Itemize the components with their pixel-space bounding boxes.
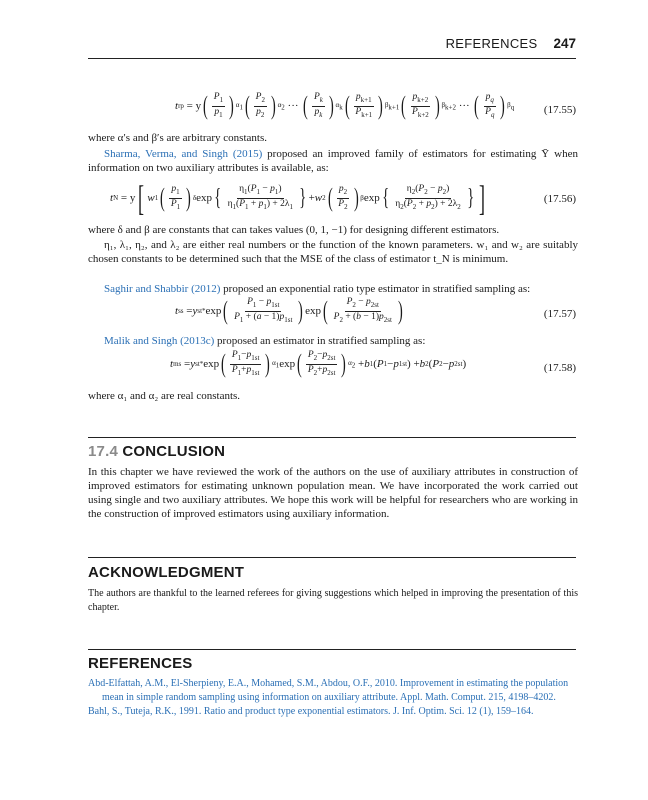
section-rule [88,437,576,438]
header-rule [88,58,576,59]
paragraph: Malik and Singh (2013c) proposed an estimator in stratified sampling as: [104,335,426,347]
equation-number: (17.57) [543,308,576,320]
running-header [446,36,576,51]
citation-link[interactable]: Saghir and Shabbir (2012) [104,283,221,295]
header-section-title: REFERENCES [445,36,538,51]
section-heading-references: REFERENCES [88,655,193,672]
section-rule [88,557,576,558]
paragraph: η₁, λ₁, η₂, and λ₂ are either real numbers or the function of the known parameters. w₁ and w₂ are suitably chosen constants to be determined such that the MSE of the class of estimator t_N is minimum. [88,239,578,265]
equation-17-55: t rp = y ( $\frac{P_1}{p_1}$ ) $\alpha_1$ ( $\frac{P_2}{p_2}$ ) $\alpha_2$ ··· ( $\frac{P_k}{p_k}$ ) $\alpha_k$ ( $\frac{p_{k+1}}{P_{k+1}}$ ) $\beta_{k+1}$ ( $\frac{p_{k+2}}{P_{k+2}}$ ) $\beta_{k+2}$ ··· ( $\frac{p_q}{P_q}$ ) $\beta_q$ [175,91,515,121]
equation-number: (17.56) [543,193,576,205]
paragraph: Sharma, Verma, and Singh (2015) proposed an improved family of estimators for estimating Ȳ when information on two auxiliary attributes is available, as: [88,148,578,174]
paragraph: where α′s and β′s are arbitrary constants. [88,132,267,144]
citation-link[interactable]: Malik and Singh (2013c) [104,335,215,347]
equation-number: (17.55) [543,104,576,116]
citation-link[interactable]: Sharma, Verma, and Singh (2015) [104,148,263,160]
equation-17-58: t ms = y st * exp ( $\frac{P_1-p_{1st}}{P_1+p_{1st}}$ ) $\alpha_1$ exp ( $\frac{P_2-p_{2st}}{P_2+p_{2st}}$ ) $\alpha_2$ + b 1 ( P 1 − p 1st ) + b 2 ( P 2 − p 2st ) [170,349,467,379]
paragraph: where δ and β are constants that can takes values (0, 1, −1) for designing different estimators. [88,224,500,236]
equation-17-56: t N = y [ w 1 ( $\frac{p_1}{P_1}$ ) δ exp { $\frac{\eta_1(P_1 - p_1)}{\eta_1(P_1 + p_1) + 2\lambda_1}$ } + w 2 ( $\frac{p_2}{P_2}$ ) β exp { $\frac{\eta_2(P_2 - p_2)}{\eta_2(P_2 + p_2) + 2\lambda_2}$ } ] [110,178,486,218]
paragraph: where α₁ and α₂ are real constants. [88,390,241,402]
paragraph: Saghir and Shabbir (2012) proposed an exponential ratio type estimator in stratified sampling as: [104,283,531,295]
equation-number: (17.58) [543,362,576,374]
page-number: 247 [553,36,576,51]
section-heading-acknowledgment: ACKNOWLEDGMENT [88,564,245,581]
section-heading-conclusion: 17.4 CONCLUSION [88,443,226,460]
conclusion-paragraph: In this chapter we have reviewed the work of the authors on the use of auxiliary attributes in construction of improved estimators for estimating unknown population mean. We have incorporated the work carried out using single and two auxiliary attributes. We hope this work will be helpful for researchers who are working in the construction of improved estimators using auxiliary information. [88,466,578,520]
reference-item[interactable]: Abd-Elfattah, A.M., El-Sherpieny, E.A., Mohamed, S.M., Abdou, O.F., 2010. Improvement in estimating the population mean in simple random sampling using information on auxiliary attribute. Appl. Math. Comput. 215, 4198–4202. [88,678,569,703]
reference-list [88,677,578,719]
acknowledgment-paragraph: The authors are thankful to the learned referees for giving suggestions which helped in improving the presentation of this chapter. [88,588,578,613]
equation-17-57: t ss = y st * exp ( $\frac{P_1 - p_{1st}}{P_1 + (a - 1)p_{1st}}$ ) exp ( $\frac{P_2 - p_{2st}}{P_2 + (b - 1)p_{2st}}$ ) [175,296,403,326]
reference-item[interactable]: Bahl, S., Tuteja, R.K., 1991. Ratio and product type exponential estimators. J. Inf. Optim. Sci. 12 (1), 159–164. [88,706,534,717]
section-rule [88,649,576,650]
